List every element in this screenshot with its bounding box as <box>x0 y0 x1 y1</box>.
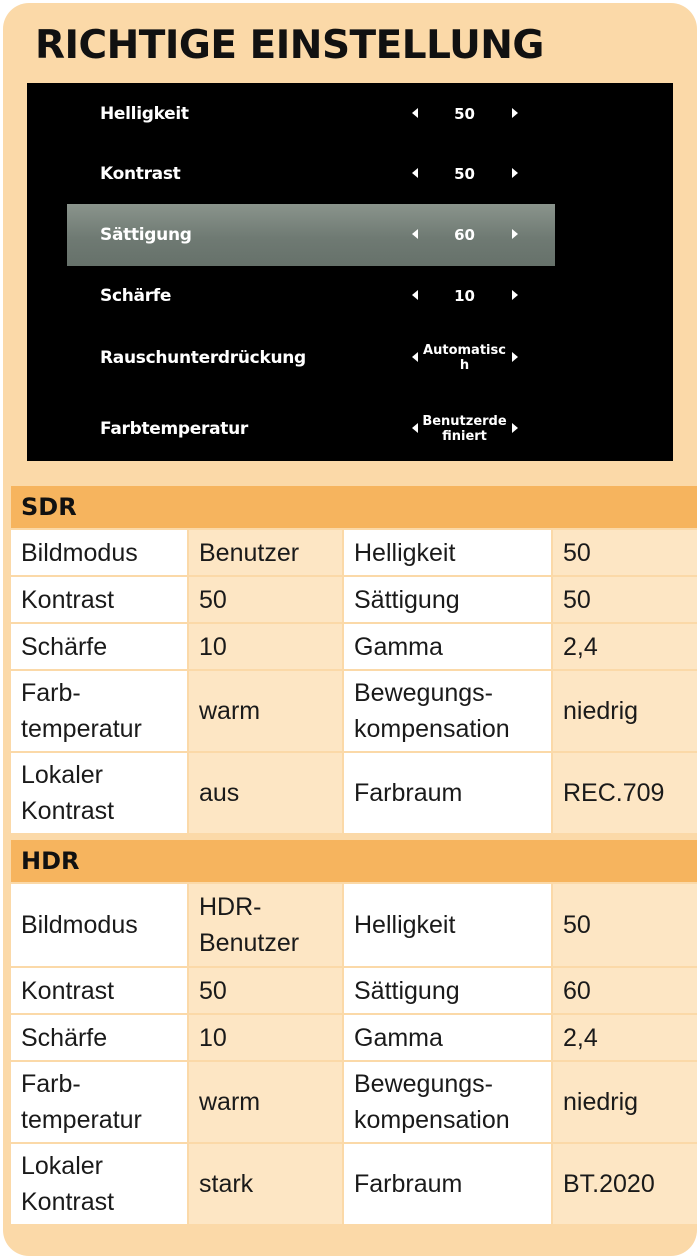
tv-menu-value: 10 <box>454 287 475 305</box>
table-value-cell: warm <box>189 671 342 751</box>
table-value-cell: 50 <box>553 884 697 966</box>
table-value-cell: niedrig <box>553 671 697 751</box>
table-label-cell: Kontrast <box>11 968 187 1013</box>
tv-menu-value: 50 <box>454 165 475 183</box>
tv-menu-label: Farbtemperatur <box>100 419 248 439</box>
table-value-cell: stark <box>189 1144 342 1224</box>
arrow-left-icon[interactable] <box>412 352 418 362</box>
arrow-right-icon[interactable] <box>512 352 518 362</box>
table-label-cell: Bewegungs- kompensation <box>344 1062 551 1142</box>
table-value-cell: 10 <box>189 1015 342 1060</box>
table-label-cell: Gamma <box>344 1015 551 1060</box>
table-value-cell: BT.2020 <box>553 1144 697 1224</box>
table-value-cell: niedrig <box>553 1062 697 1142</box>
table-value-cell: 50 <box>553 577 697 622</box>
table-label-cell: Farbraum <box>344 753 551 833</box>
table-value-cell: 2,4 <box>553 624 697 669</box>
tv-menu-row[interactable] <box>27 83 673 145</box>
arrow-right-icon[interactable] <box>512 290 518 300</box>
table-label-cell: Bildmodus <box>11 530 187 575</box>
settings-table <box>11 530 697 833</box>
tv-menu-value: 50 <box>454 105 475 123</box>
arrow-left-icon[interactable] <box>412 423 418 433</box>
tv-menu-row[interactable] <box>27 204 673 266</box>
table-label-cell: Farb- temperatur <box>11 1062 187 1142</box>
table-label-cell: Lokaler Kontrast <box>11 753 187 833</box>
table-label-cell: Helligkeit <box>344 530 551 575</box>
table-label-cell: Schärfe <box>11 1015 187 1060</box>
tv-menu-label: Kontrast <box>100 164 181 184</box>
table-label-cell: Kontrast <box>11 577 187 622</box>
page-title: RICHTIGE EINSTELLUNG <box>35 23 544 68</box>
tv-menu-value: Automatisch <box>423 343 506 373</box>
table-value-cell: 50 <box>553 530 697 575</box>
tv-menu-row[interactable] <box>27 327 673 389</box>
tv-menu-label: Helligkeit <box>100 104 189 124</box>
section-heading: HDR <box>11 840 697 882</box>
table-label-cell: Lokaler Kontrast <box>11 1144 187 1224</box>
tv-menu-screen <box>27 83 673 461</box>
arrow-right-icon[interactable] <box>512 108 518 118</box>
arrow-right-icon[interactable] <box>512 423 518 433</box>
tv-menu-label: Sättigung <box>100 225 192 245</box>
tv-menu-row[interactable] <box>27 143 673 205</box>
table-value-cell: warm <box>189 1062 342 1142</box>
arrow-left-icon[interactable] <box>412 290 418 300</box>
table-value-cell: 10 <box>189 624 342 669</box>
table-value-cell: REC.709 <box>553 753 697 833</box>
table-value-cell: 50 <box>189 577 342 622</box>
table-value-cell: 2,4 <box>553 1015 697 1060</box>
table-label-cell: Bildmodus <box>11 884 187 966</box>
tv-menu-value: Benutzerdefiniert <box>422 414 507 444</box>
table-label-cell: Farbraum <box>344 1144 551 1224</box>
table-label-cell: Bewegungs- kompensation <box>344 671 551 751</box>
section-heading: SDR <box>11 486 697 528</box>
arrow-right-icon[interactable] <box>512 168 518 178</box>
arrow-right-icon[interactable] <box>512 229 518 239</box>
arrow-left-icon[interactable] <box>412 108 418 118</box>
settings-table <box>11 884 697 1224</box>
table-label-cell: Schärfe <box>11 624 187 669</box>
tv-menu-value: 60 <box>454 226 475 244</box>
table-value-cell: aus <box>189 753 342 833</box>
table-label-cell: Sättigung <box>344 968 551 1013</box>
tv-menu-label: Schärfe <box>100 286 172 306</box>
tv-menu-row[interactable] <box>27 265 673 327</box>
table-label-cell: Helligkeit <box>344 884 551 966</box>
table-value-cell: Benutzer <box>189 530 342 575</box>
arrow-left-icon[interactable] <box>412 229 418 239</box>
table-value-cell: HDR- Benutzer <box>189 884 342 966</box>
table-value-cell: 50 <box>189 968 342 1013</box>
settings-card <box>3 3 697 1256</box>
table-label-cell: Farb- temperatur <box>11 671 187 751</box>
table-label-cell: Gamma <box>344 624 551 669</box>
tv-menu-label: Rauschunterdrückung <box>100 348 306 368</box>
arrow-left-icon[interactable] <box>412 168 418 178</box>
table-label-cell: Sättigung <box>344 577 551 622</box>
tv-menu-row[interactable] <box>27 398 673 460</box>
table-value-cell: 60 <box>553 968 697 1013</box>
